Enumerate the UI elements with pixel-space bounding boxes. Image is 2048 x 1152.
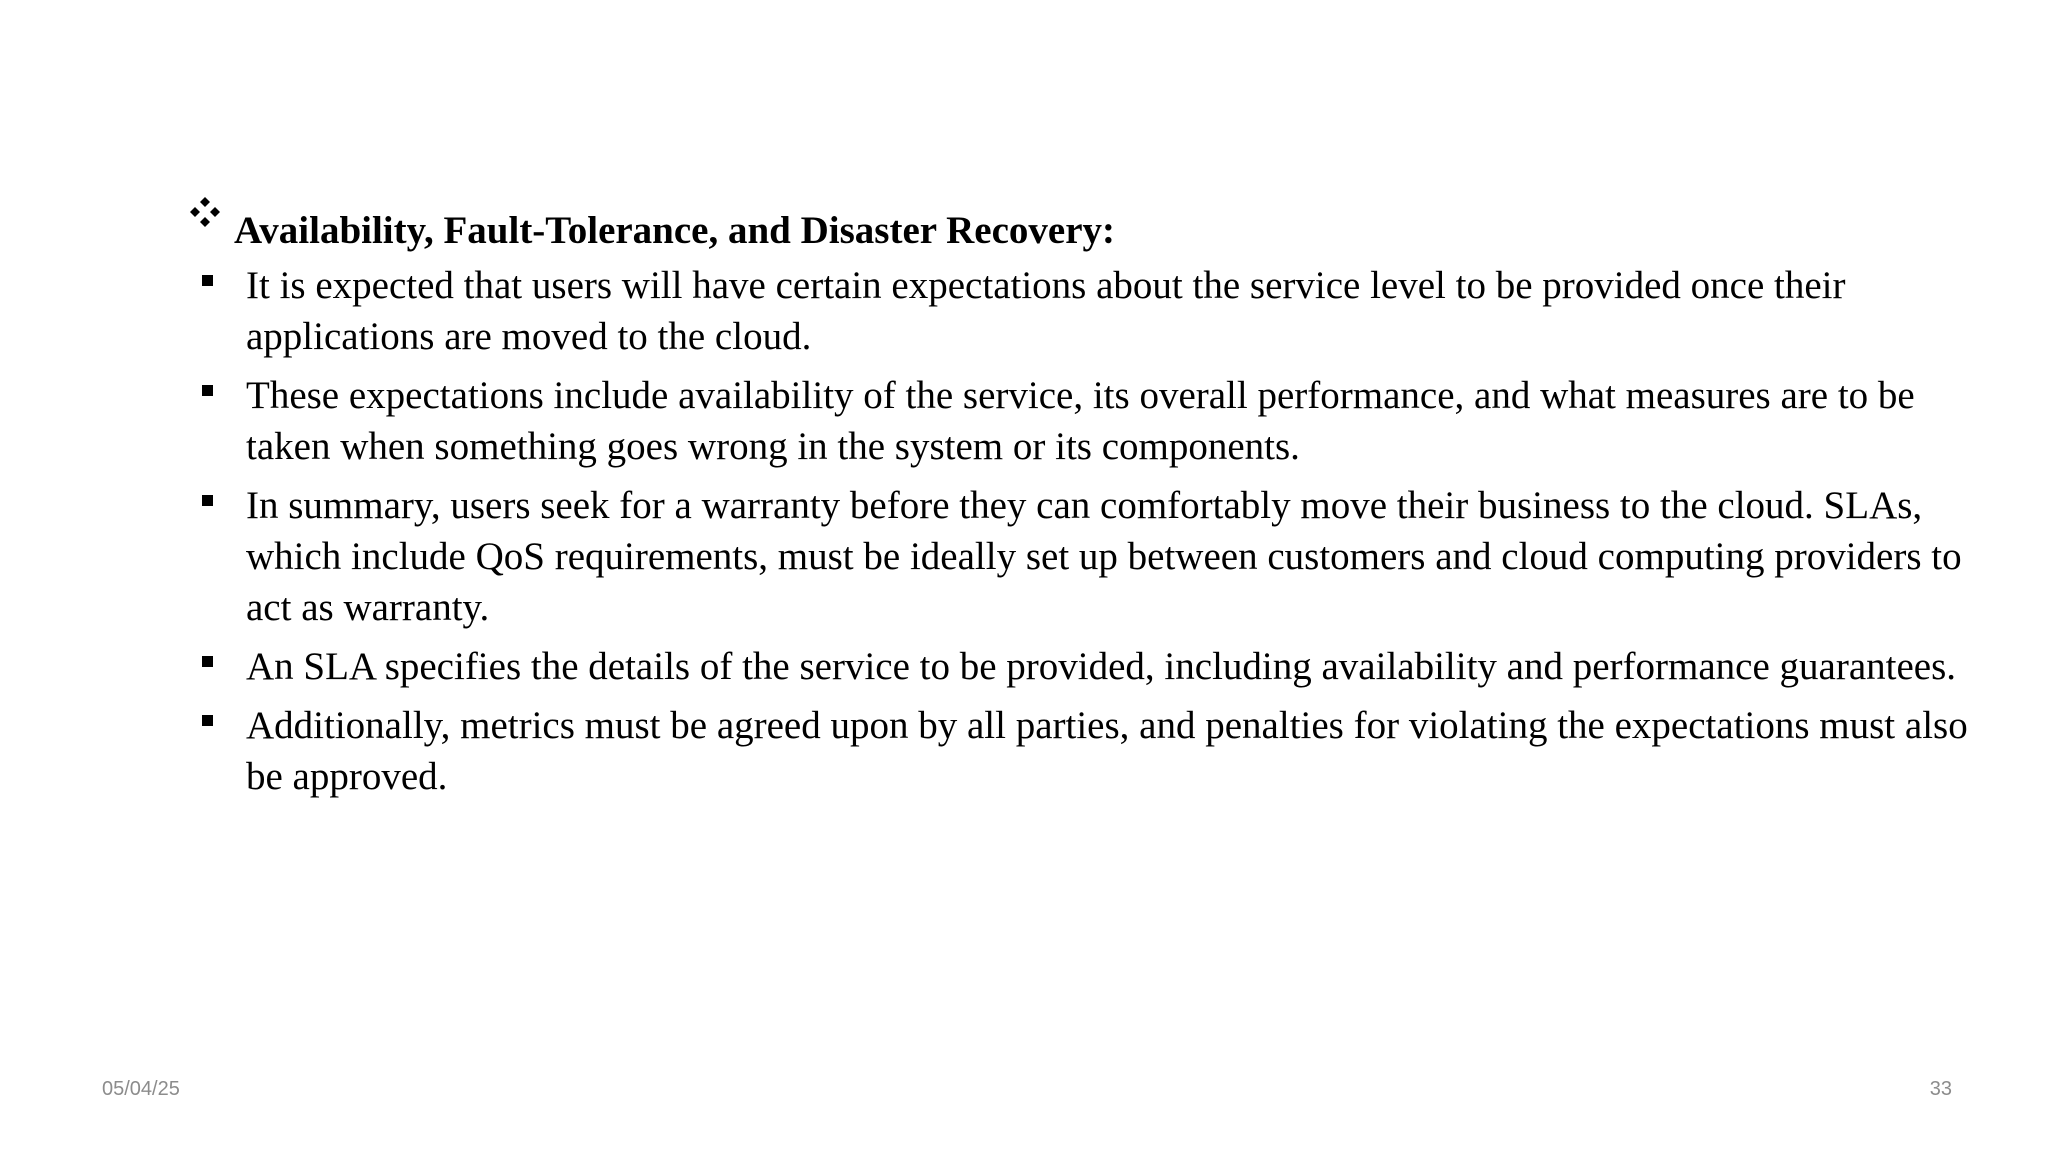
bullet-item	[188, 641, 1986, 692]
square-bullet-icon	[202, 275, 213, 286]
slide-heading	[188, 205, 1968, 257]
bullet-list	[188, 260, 1968, 802]
bullet-item	[188, 260, 1986, 362]
square-bullet-icon	[202, 385, 213, 396]
bullet-text: In summary, users seek for a warranty before they can comfortably move their business to the cloud. SLAs, which include QoS requirements, must be ideally set up between customers and cloud computing providers to act as warranty.	[246, 484, 1962, 629]
square-bullet-icon	[202, 495, 213, 506]
bullet-item	[188, 480, 1986, 633]
bullet-item	[188, 700, 1986, 802]
footer-date: 05/04/25	[102, 1078, 180, 1100]
slide-content	[188, 205, 1968, 810]
four-diamond-bullet-icon	[188, 195, 226, 235]
bullet-text: Additionally, metrics must be agreed upon by all parties, and penalties for violating the expectations must also be approved.	[246, 704, 1968, 798]
bullet-text: These expectations include availability of the service, its overall performance, and what measures are to be taken when something goes wrong in the system or its components.	[246, 374, 1915, 468]
bullet-text: An SLA specifies the details of the service to be provided, including availability and performance guarantees.	[246, 645, 1957, 688]
bullet-item	[188, 370, 1986, 472]
square-bullet-icon	[202, 715, 213, 726]
bullet-text: It is expected that users will have certain expectations about the service level to be provided once their applications are moved to the cloud.	[246, 264, 1846, 358]
footer-page-number: 33	[1929, 1078, 1952, 1100]
square-bullet-icon	[202, 656, 213, 667]
slide-heading-text: Availability, Fault-Tolerance, and Disaster Recovery:	[234, 209, 1116, 252]
